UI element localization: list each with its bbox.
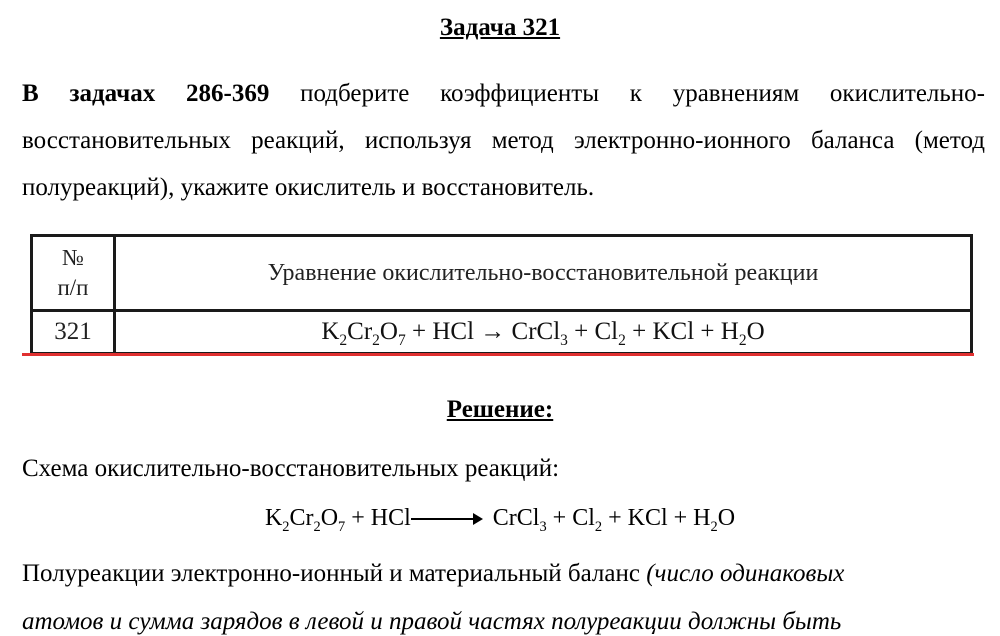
long-arrow-icon bbox=[411, 518, 481, 520]
page-title: Задача 321 bbox=[439, 14, 561, 41]
reaction-equation: $K_2Cr_2O_7$ + HCl → CrCl$_3$ + $Cl_2$ + KCl + $H_2O$ bbox=[115, 311, 972, 354]
reaction-table bbox=[30, 234, 973, 352]
half-reactions-continuation: атомов и сумма зарядов в левой и правой частях полуреакции должны быть bbox=[22, 608, 842, 635]
reaction-scheme: $K_2Cr_2O_7$ + HCl CrCl$_3$ + $Cl_2$ + KCl + $H_2O$ bbox=[264, 505, 736, 535]
header-number-symbol: № bbox=[62, 245, 84, 270]
table-header-row bbox=[32, 236, 972, 311]
task-text: подберите коэффициенты к уравнениям окислительно-восстановительных реакций, используя метод электронно-ионного баланса (метод полуреакций), укажите окислитель и восстановитель. bbox=[22, 80, 985, 201]
header-equation-cell: Уравнение окислительно-восстановительной реакции bbox=[115, 236, 972, 311]
header-number-abbr: п/п bbox=[57, 275, 89, 300]
half-reactions-italic: (число одинаковых bbox=[646, 560, 845, 587]
reaction-arrow: → bbox=[480, 318, 506, 345]
header-number-cell bbox=[32, 236, 115, 311]
scheme-label: Схема окислительно-восстановительных реакций: bbox=[22, 455, 560, 482]
half-reactions-text: Полуреакции электронно-ионный и материальный баланс (число одинаковых bbox=[22, 560, 845, 587]
row-number-cell: 321 bbox=[32, 311, 115, 354]
task-statement bbox=[22, 70, 985, 211]
solution-heading: Решение: bbox=[446, 396, 554, 423]
task-range-label: В задачах 286-369 bbox=[22, 80, 270, 107]
table-row bbox=[32, 311, 972, 354]
red-underline bbox=[22, 353, 974, 356]
